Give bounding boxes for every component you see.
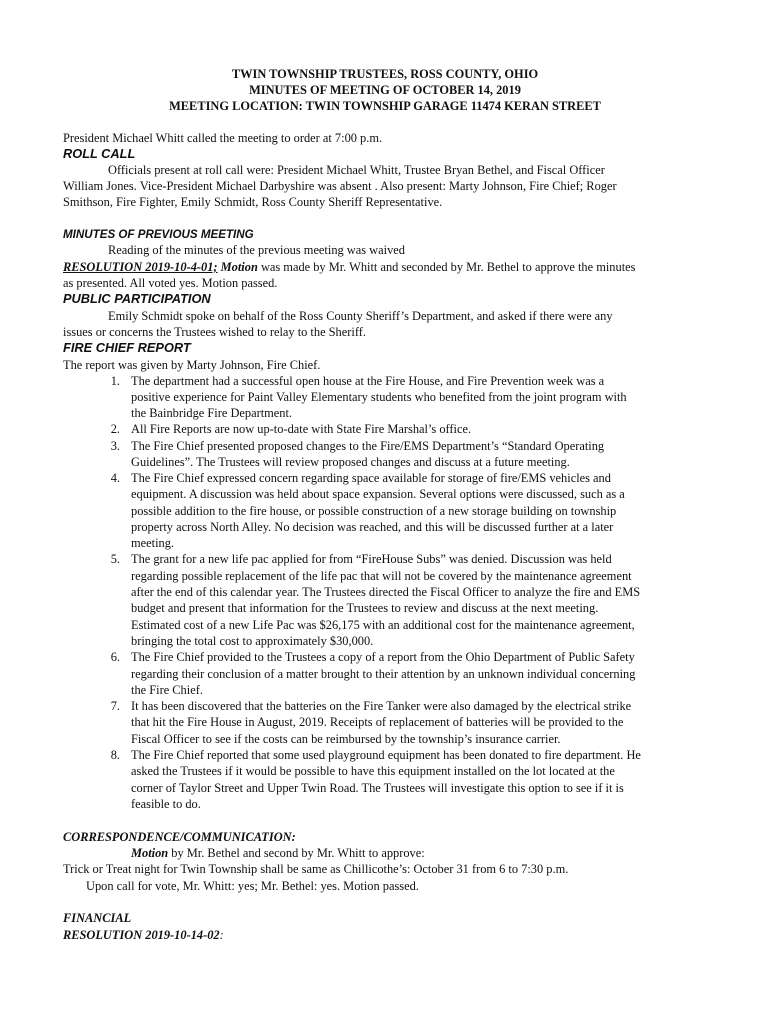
list-item-line: regarding their conclusion of a matter brought to their attention by an unknown individual concerning [131,667,636,681]
list-item-line: possible addition to the fire house, or possible construction of a new storage building on township [131,504,617,518]
correspondence-vote-line: Upon call for vote, Mr. Whitt: yes; Mr. Bethel: yes. Motion passed. [86,879,419,893]
header-meeting-date: MINUTES OF MEETING OF OCTOBER 14, 2019 [249,83,521,97]
list-item-line: equipment. A discussion was held about space expansion. Several options were discussed, such as a [131,487,625,501]
list-item-line: corner of Taylor Street and Upper Twin Road. The Trustees will investigate this option to see if it is [131,781,624,795]
motion-text: by Mr. Bethel and second by Mr. Whitt to approve: [168,846,425,860]
list-item-line: The department had a successful open house at the Fire House, and Fire Prevention week was a [131,374,605,388]
motion-word: Motion [220,260,258,274]
opening-statement: President Michael Whitt called the meeting to order at 7:00 p.m. [63,131,383,145]
list-item-number: 4. [110,471,120,485]
minutes-waived-line: Reading of the minutes of the previous meeting was waived [108,243,405,257]
list-item-line: regarding possible replacement of the life pac that will not be covered by the maintenance agreement [131,569,632,583]
correspondence-heading: CORRESPONDENCE/COMMUNICATION: [63,830,296,844]
list-item-number: 3. [110,439,120,453]
list-item-line: positive experience for Paint Valley Elementary students who benefited from the joint program with [131,390,627,404]
list-item-line: that hit the Fire House in August, 2019. Receipts of replacement of batteries will be provided to the [131,715,624,729]
list-item-line: property across North Alley. No decision was reached, and this will be discussed further at a later [131,520,614,534]
list-item-line: Fiscal Officer to see if the costs can be reimbursed by the township’s insurance carrier. [131,732,561,746]
header-title: TWIN TOWNSHIP TRUSTEES, ROSS COUNTY, OHIO [231,67,539,81]
minutes-resolution-line [63,259,635,275]
list-item-line: after the end of this calendar year. The Trustees directed the Fiscal Officer to analyze the fire and EMS [131,585,641,599]
resolution-text: was made by Mr. Whitt and seconded by Mr. Bethel to approve the minutes [257,260,636,274]
public-participation-line: issues or concerns the Trustees wished to relay to the Sheriff. [63,325,366,339]
minutes-heading: MINUTES OF PREVIOUS MEETING [63,228,254,241]
list-item-number: 7. [110,699,120,713]
roll-call-line: Officials present at roll call were: President Michael Whitt, Trustee Bryan Bethel, and Fiscal Officer [108,163,605,177]
list-item-line: the Fire Chief. [131,683,203,697]
list-item-line: It has been discovered that the batteries on the Fire Tanker were also damaged by the electrical strike [131,699,632,713]
list-item-number: 6. [110,650,120,664]
correspondence-trick-or-treat-line: Trick or Treat night for Twin Township shall be same as Chillicothe’s: October 31 from 6 to 7:30 p.m. [63,862,569,876]
public-participation-heading: PUBLIC PARTICIPATION [63,291,211,306]
list-item-line: The Fire Chief presented proposed changes to the Fire/EMS Department’s “Standard Operating [131,439,605,453]
resolution-label: RESOLUTION 2019-10-14-02 [63,928,220,942]
list-item-line: The grant for a new life pac applied for from “FireHouse Subs” was denied. Discussion was held [131,552,612,566]
resolution-colon: : [219,928,224,942]
roll-call-heading: ROLL CALL [63,146,136,161]
list-item-line: The Fire Chief expressed concern regarding space available for storage of fire/EMS vehicles and [131,471,611,485]
financial-resolution-line [63,927,224,943]
list-item-line: meeting. [131,536,175,550]
resolution-label: RESOLUTION 2019-10-4-01; [63,260,218,274]
motion-word: Motion [131,846,169,860]
fire-chief-report-heading: FIRE CHIEF REPORT [63,340,191,355]
roll-call-line: Smithson, Fire Fighter, Emily Schmidt, Ross County Sheriff Representative. [63,195,443,209]
list-item-line: The Fire Chief provided to the Trustees a copy of a report from the Ohio Department of Public Safety [131,650,635,664]
header-location: MEETING LOCATION: TWIN TOWNSHIP GARAGE 11474 KERAN STREET [169,99,601,113]
list-item-line: asked the Trustees if it would be possible to have this equipment installed on the lot located at the [131,764,615,778]
list-item-line: The Fire Chief reported that some used playground equipment has been donated to fire department. He [131,748,641,762]
list-item-number: 2. [110,422,120,436]
list-item-line: the Bainbridge Fire Department. [131,406,293,420]
list-item-number: 8. [110,748,120,762]
roll-call-line: William Jones. Vice-President Michael Darbyshire was absent . Also present: Marty Johnson, Fire Chief; Roger [63,179,617,193]
list-item-line: bringing the total cost to approximately $30,000. [131,634,374,648]
list-item-line: All Fire Reports are now up-to-date with State Fire Marshal’s office. [131,422,472,436]
list-item-line: Estimated cost of a new Life Pac was $26,175 with an additional cost for the maintenance agreement, [131,618,635,632]
list-item-line: budget and present that information for the Trustees to review and discuss at the next meeting. [131,601,599,615]
minutes-vote-line: as presented. All voted yes. Motion passed. [63,276,278,290]
financial-heading: FINANCIAL [63,911,132,925]
list-item-line: feasible to do. [131,797,201,811]
public-participation-line: Emily Schmidt spoke on behalf of the Ross County Sheriff’s Department, and asked if there were any [108,309,613,323]
fire-chief-report-intro: The report was given by Marty Johnson, Fire Chief. [63,358,321,372]
list-item-line: Guidelines”. The Trustees will review proposed changes and discuss at a future meeting. [131,455,570,469]
list-item-number: 5. [110,552,120,566]
correspondence-motion-line [131,845,425,861]
list-item-number: 1. [110,374,120,388]
